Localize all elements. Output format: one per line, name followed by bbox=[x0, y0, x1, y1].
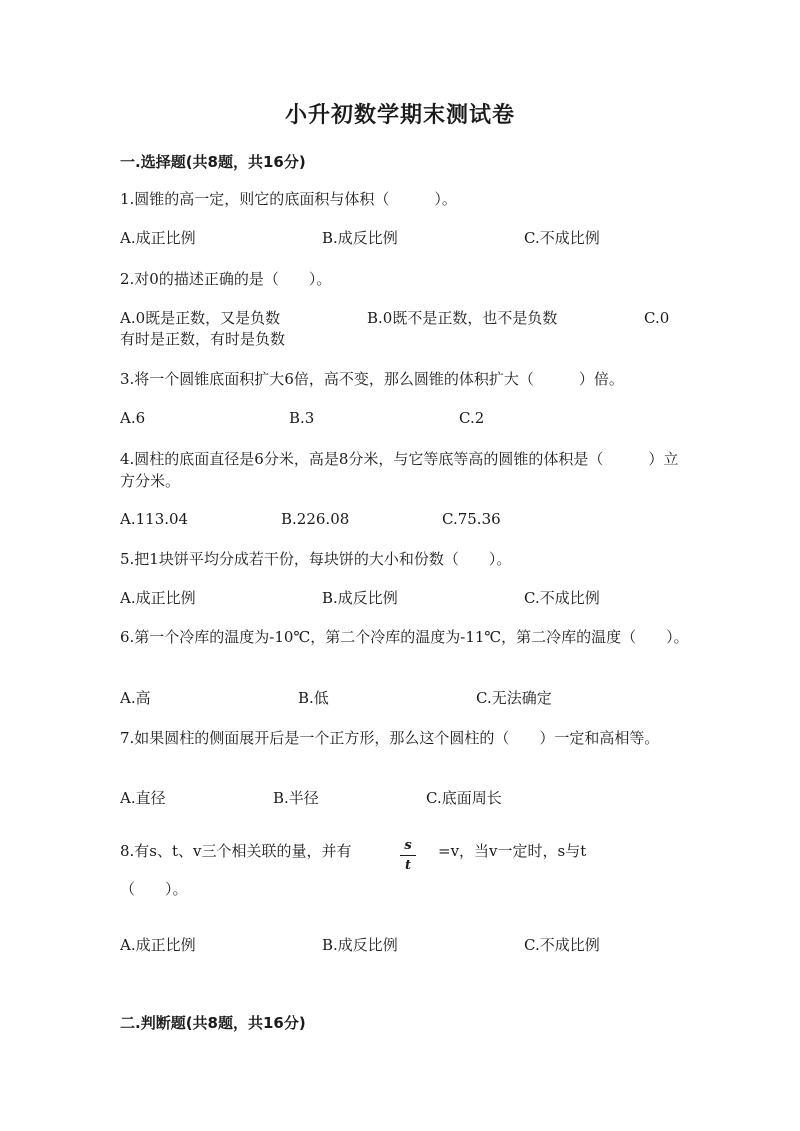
q1-option-a: A.成正比例 bbox=[120, 229, 196, 247]
question-1: 1.圆锥的高一定，则它的底面积与体积（ ）。 bbox=[120, 190, 457, 208]
question-8-continued: =v，当v一定时，s与t bbox=[438, 842, 587, 860]
q6-option-b: B.低 bbox=[298, 689, 329, 707]
q7-option-b: B.半径 bbox=[273, 789, 319, 807]
question-6: 6.第一个冷库的温度为-10℃，第二个冷库的温度为-11℃，第二冷库的温度（ ）。 bbox=[120, 628, 689, 646]
question-8-line-2: （ ）。 bbox=[120, 880, 188, 898]
q4-option-c: C.75.36 bbox=[442, 510, 501, 528]
question-2: 2.对0的描述正确的是（ ）。 bbox=[120, 270, 332, 288]
q2-option-c-continued: 有时是正数，有时是负数 bbox=[120, 330, 286, 348]
question-5: 5.把1块饼平均分成若干份，每块饼的大小和份数（ ）。 bbox=[120, 550, 512, 568]
section-heading-choice: 一.选择题(共8题，共16分) bbox=[120, 153, 306, 171]
question-3: 3.将一个圆锥底面积扩大6倍，高不变，那么圆锥的体积扩大（ ）倍。 bbox=[120, 370, 624, 388]
q2-option-a: A.0既是正数，又是负数 bbox=[120, 309, 281, 327]
q6-option-a: A.高 bbox=[120, 689, 151, 707]
q1-option-c: C.不成比例 bbox=[524, 229, 600, 247]
q8-option-a: A.成正比例 bbox=[120, 936, 196, 954]
q5-option-c: C.不成比例 bbox=[524, 589, 600, 607]
q3-option-b: B.3 bbox=[289, 409, 315, 427]
fraction-numerator: s bbox=[404, 838, 412, 853]
q2-option-b: B.0既不是正数，也不是负数 bbox=[367, 309, 558, 327]
q4-option-b: B.226.08 bbox=[281, 510, 350, 528]
q1-option-b: B.成反比例 bbox=[322, 229, 398, 247]
section-heading-true-false: 二.判断题(共8题，共16分) bbox=[120, 1014, 306, 1032]
fraction-bar bbox=[400, 855, 416, 856]
fraction-s-over-t bbox=[400, 838, 416, 873]
q6-option-c: C.无法确定 bbox=[476, 689, 552, 707]
q8-option-c: C.不成比例 bbox=[524, 936, 600, 954]
question-4: 4.圆柱的底面直径是6分米，高是8分米，与它等底等高的圆锥的体积是（ ）立方分米。 bbox=[120, 450, 679, 490]
page-title: 小升初数学期末测试卷 bbox=[284, 103, 515, 128]
q3-option-a: A.6 bbox=[120, 409, 146, 427]
q5-option-b: B.成反比例 bbox=[322, 589, 398, 607]
q8-option-b: B.成反比例 bbox=[322, 936, 398, 954]
question-7: 7.如果圆柱的侧面展开后是一个正方形，那么这个圆柱的（ ）一定和高相等。 bbox=[120, 729, 660, 747]
q3-option-c: C.2 bbox=[459, 409, 485, 427]
q4-option-a: A.113.04 bbox=[120, 510, 189, 528]
q7-option-a: A.直径 bbox=[120, 789, 166, 807]
q7-option-c: C.底面周长 bbox=[426, 789, 502, 807]
fraction-denominator: t bbox=[404, 858, 411, 873]
question-8: 8.有s、t、v三个相关联的量，并有 bbox=[120, 842, 352, 860]
q5-option-a: A.成正比例 bbox=[120, 589, 196, 607]
q2-option-c: C.0 bbox=[644, 309, 670, 327]
